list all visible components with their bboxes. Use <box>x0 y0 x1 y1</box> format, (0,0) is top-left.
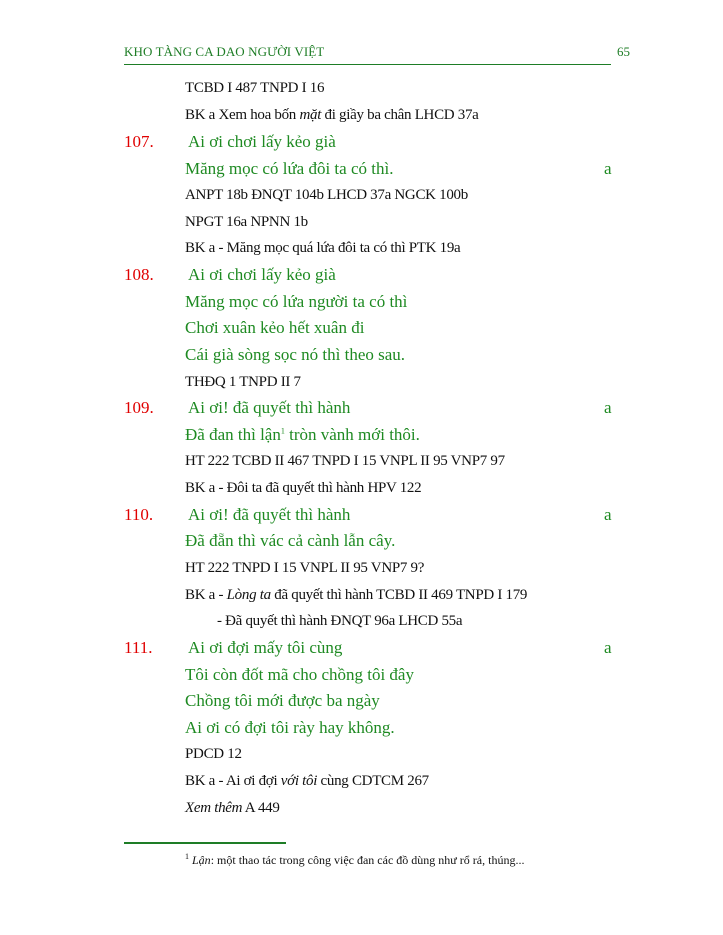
footnote-divider <box>124 842 286 844</box>
verse-line: Ai ơi có đợi tôi rày hay không. <box>185 718 395 737</box>
footnote-text: : một thao tác trong công việc đan các đồ dùng như rổ rá, thúng... <box>210 853 525 867</box>
verse-line: Ai ơi! đã quyết thì hành <box>188 398 351 417</box>
verse-line: Đã đan thì lận$^1$ tròn vành mới thôi. <box>185 425 420 444</box>
reference-line: NPGT 16a NPNN 1b <box>185 214 308 230</box>
reference-line: BK a - Lòng ta đã quyết thì hành TCBD II 469 TNPD I 179 <box>185 587 528 603</box>
verse-line: Măng mọc có lứa người ta có thì <box>185 292 408 311</box>
verse-line: Ai ơi chơi lấy kẻo già <box>188 265 336 284</box>
verse-line: Đã đẵn thì vác cả cành lẫn cây. <box>185 531 396 550</box>
footnote-mark: 1 <box>185 852 189 861</box>
footnote-term: Lận <box>192 853 211 867</box>
reference-line: Xem thêm A 449 <box>185 800 280 816</box>
verse-line: Cái già sòng sọc nó thì theo sau. <box>185 345 406 364</box>
variant-mark: a <box>604 638 612 657</box>
entry-number: 109. <box>124 398 154 417</box>
verse-line: Ai ơi chơi lấy kẻo già <box>188 132 336 151</box>
entry-number: 108. <box>124 265 154 284</box>
entry-number: 111. <box>124 638 153 657</box>
verse-line: Ai ơi! đã quyết thì hành <box>188 505 351 524</box>
verse-line: Tôi còn đốt mã cho chồng tôi đây <box>185 665 414 684</box>
reference-line: PDCD 12 <box>185 746 242 762</box>
verse-line: Chơi xuân kẻo hết xuân đi <box>185 318 365 337</box>
reference-line: BK a - Măng mọc quá lứa đôi ta có thì PTK 19a <box>185 240 461 256</box>
verse-line: Chồng tôi mới được ba ngày <box>185 691 380 710</box>
reference-line: BK a Xem hoa bốn mặt đi giầy ba chân LHCD 37a <box>185 107 479 123</box>
reference-line: ANPT 18b ĐNQT 104b LHCD 37a NGCK 100b <box>185 187 468 203</box>
reference-line: TCBD I 487 TNPD I 16 <box>185 80 325 96</box>
reference-line: THĐQ 1 TNPD II 7 <box>185 374 301 390</box>
variant-mark: a <box>604 505 612 524</box>
reference-line: BK a - Ai ơi đợi với tôi cùng CDTCM 267 <box>185 773 429 789</box>
entry-number: 107. <box>124 132 154 151</box>
running-header <box>124 44 611 65</box>
variant-mark: a <box>604 398 612 417</box>
page-number: 65 <box>617 44 630 59</box>
footnote-ref[interactable]: 1 <box>280 426 285 436</box>
header-title: KHO TÀNG CA DAO NGƯỜI VIỆT <box>124 44 325 59</box>
reference-line: BK a - Đôi ta đã quyết thì hành HPV 122 <box>185 480 422 496</box>
reference-line: - Đã quyết thì hành ĐNQT 96a LHCD 55a <box>217 613 463 629</box>
reference-line: HT 222 TCBD II 467 TNPD I 15 VNPL II 95 VNP7 97 <box>185 453 505 469</box>
verse-line: Măng mọc có lứa đôi ta có thì. <box>185 159 394 178</box>
verse-line: Ai ơi đợi mấy tôi cùng <box>188 638 343 657</box>
reference-line: HT 222 TNPD I 15 VNPL II 95 VNP7 9? <box>185 560 425 576</box>
variant-mark: a <box>604 159 612 178</box>
footnote <box>185 853 524 868</box>
entry-number: 110. <box>124 505 154 524</box>
